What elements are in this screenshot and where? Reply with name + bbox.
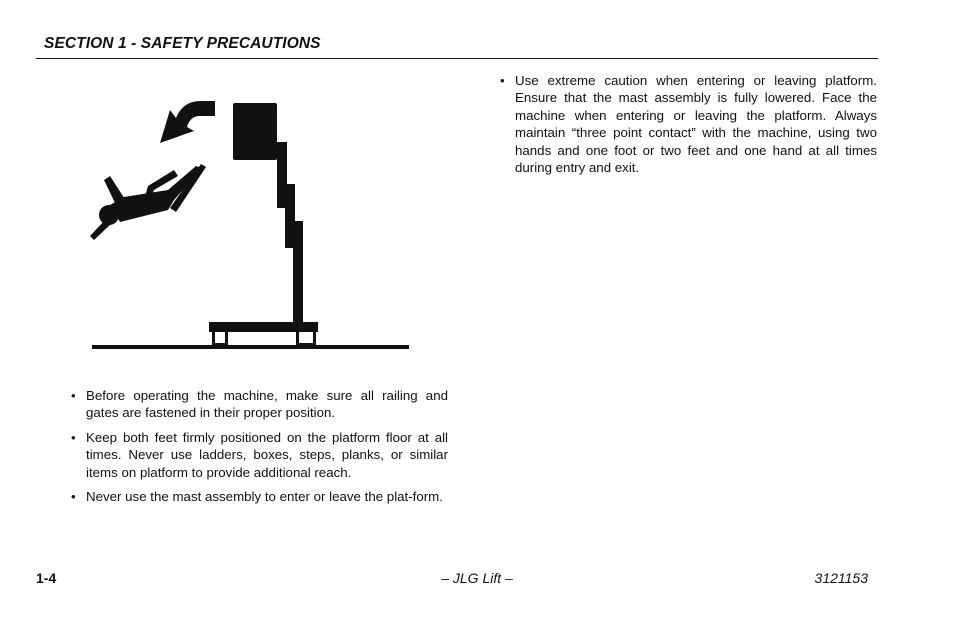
fall-hazard-illustration: [88, 96, 413, 352]
section-title: SECTION 1 - SAFETY PRECAUTIONS: [44, 35, 321, 52]
machine-base: [209, 322, 318, 332]
base-leg: [296, 332, 316, 346]
footer-title: – JLG Lift –: [441, 570, 513, 586]
arrow-icon: [159, 98, 216, 143]
list-item: • Never use the mast assembly to enter or leave the plat-form.: [70, 488, 448, 505]
mast-section: [293, 221, 303, 325]
ground-line: [92, 345, 409, 349]
list-item: • Use extreme caution when entering or leaving platform. Ensure that the mast assembly is fully lowered. Face the machine when entering or leaving the platform. Always maintain “three point contact” with the machine, using two hands and one foot or two feet and one hand at all times during entry and exit.: [499, 72, 877, 176]
header-rule: [36, 58, 878, 59]
page-number: 1-4: [36, 570, 57, 586]
list-item: • Keep both feet firmly positioned on the platform floor at all times. Never use ladders, boxes, steps, planks, or similar items on platform to provide additional reach.: [70, 429, 448, 481]
document-number: 3121153: [814, 570, 868, 586]
platform-basket: [233, 103, 277, 160]
left-bullet-list: [70, 387, 448, 512]
base-leg: [212, 332, 228, 346]
list-item: • Before operating the machine, make sure all railing and gates are fastened in their proper position.: [70, 387, 448, 422]
right-bullet-list: [499, 72, 877, 183]
falling-person-icon: [90, 164, 206, 240]
